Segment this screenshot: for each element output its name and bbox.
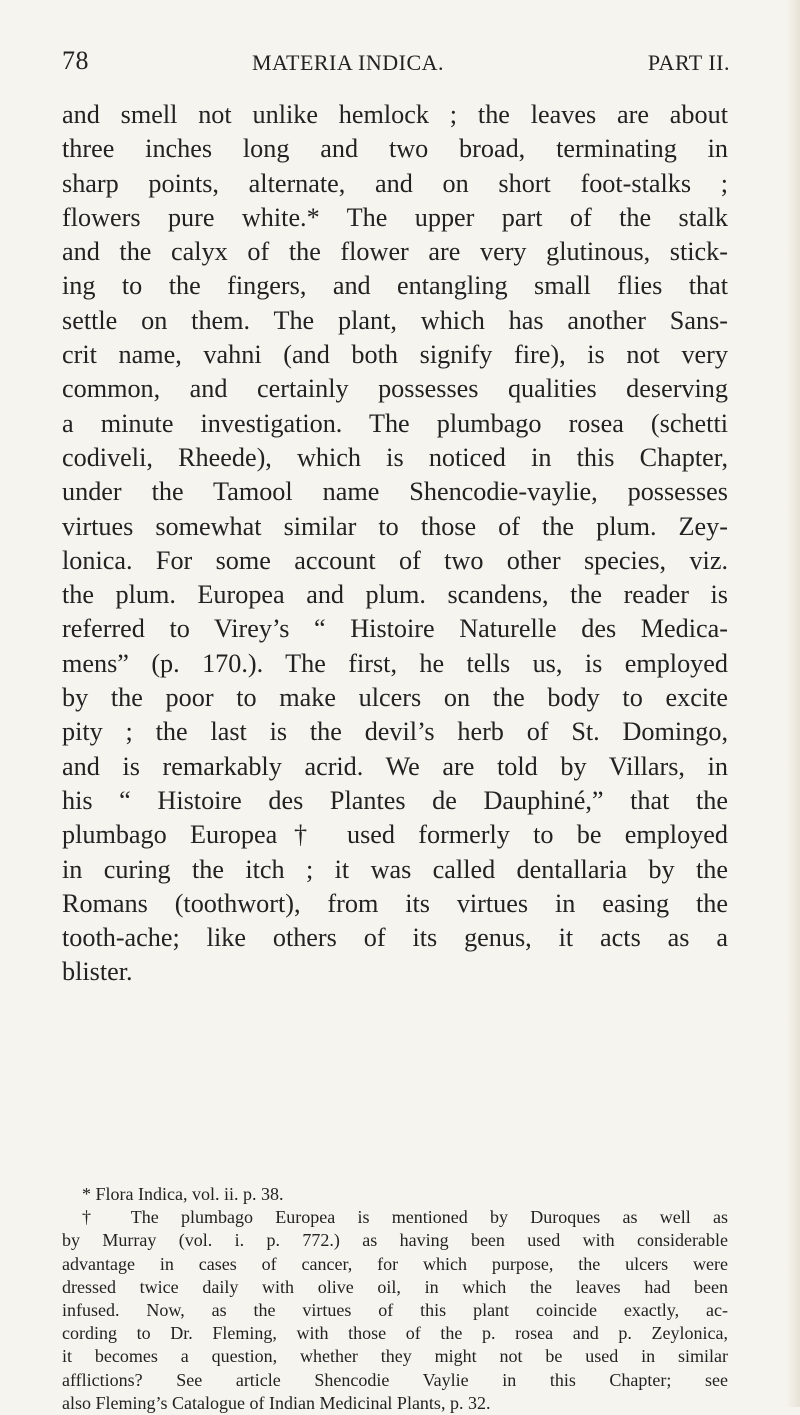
text-line: flowers pure white.* The upper part of the stalk: [62, 202, 728, 232]
part-label: PART II.: [647, 50, 730, 75]
running-header: [62, 44, 730, 80]
text-line: sharp points, alternate, and on short foot-stalks ;: [62, 168, 728, 198]
text-line: ing to the fingers, and entangling small flies that: [62, 271, 728, 301]
text-line: by the poor to make ulcers on the body to excite: [62, 683, 728, 713]
text-line: referred to Virey’s “ Histoire Naturelle des Medica-: [62, 614, 728, 644]
page-edge-shadow: [786, 0, 800, 1407]
footnote-line: * Flora Indica, vol. ii. p. 38.: [82, 1184, 284, 1204]
text-line: crit name, vahni (and both signify fire), is not very: [62, 340, 728, 370]
footnote-line: cording to Dr. Fleming, with those of the p. rosea and p. Zeylonica,: [62, 1323, 728, 1344]
book-title: MATERIA INDICA.: [252, 50, 445, 75]
footnote-line: advantage in cases of cancer, for which purpose, the ulcers were: [62, 1253, 728, 1274]
text-line: settle on them. The plant, which has another Sans-: [62, 305, 728, 335]
text-line: and smell not unlike hemlock ; the leaves are about: [62, 100, 728, 129]
text-line: mens” (p. 170.). The first, he tells us, is employed: [62, 648, 728, 678]
page-number: 78: [62, 46, 89, 75]
text-line: his “ Histoire des Plantes de Dauphiné,” that the: [62, 785, 728, 815]
main-text: [62, 98, 728, 990]
text-line: blister.: [62, 957, 133, 987]
text-line: the plum. Europea and plum. scandens, the reader is: [62, 580, 728, 610]
text-line: under the Tamool name Shencodie-vaylie, possesses: [62, 477, 728, 507]
text-line: and is remarkably acrid. We are told by Villars, in: [62, 751, 728, 781]
footnote-line: infused. Now, as the virtues of this plant coincide exactly, ac-: [62, 1300, 728, 1321]
text-line: Romans (toothwort), from its virtues in easing the: [62, 888, 728, 918]
text-line: common, and certainly possesses qualities deserving: [62, 374, 728, 404]
text-line: a minute investigation. The plumbago rosea (schetti: [62, 408, 728, 438]
text-line: plumbago Europea† used formerly to be employed: [62, 820, 728, 850]
text-line: lonica. For some account of two other species, viz.: [62, 545, 728, 575]
text-line: virtues somewhat similar to those of the plum. Zey-: [62, 511, 728, 541]
footnote-line: by Murray (vol. i. p. 772.) as having been used with considerable: [62, 1230, 728, 1251]
footnotes: [62, 1183, 728, 1415]
text-line: in curing the itch ; it was called dentallaria by the: [62, 854, 728, 884]
footnote-line: afflictions? See article Shencodie Vaylie in this Chapter; see: [62, 1369, 728, 1390]
text-line: pity ; the last is the devil’s herb of St. Domingo,: [62, 717, 728, 747]
text-line: and the calyx of the flower are very glutinous, stick-: [62, 237, 728, 267]
footnote-line: also Fleming’s Catalogue of Indian Medicinal Plants, p. 32.: [62, 1392, 491, 1413]
text-line: three inches long and two broad, terminating in: [62, 134, 728, 164]
text-line: tooth-ache; like others of its genus, it acts as a: [62, 923, 728, 953]
footnote-line: dressed twice daily with olive oil, in which the leaves had been: [62, 1276, 728, 1297]
text-line: codiveli, Rheede), which is noticed in this Chapter,: [62, 442, 728, 472]
footnote-line: it becomes a question, whether they might not be used in similar: [62, 1346, 728, 1367]
footnote-line: † The plumbago Europea is mentioned by Duroques as well as: [82, 1207, 728, 1228]
